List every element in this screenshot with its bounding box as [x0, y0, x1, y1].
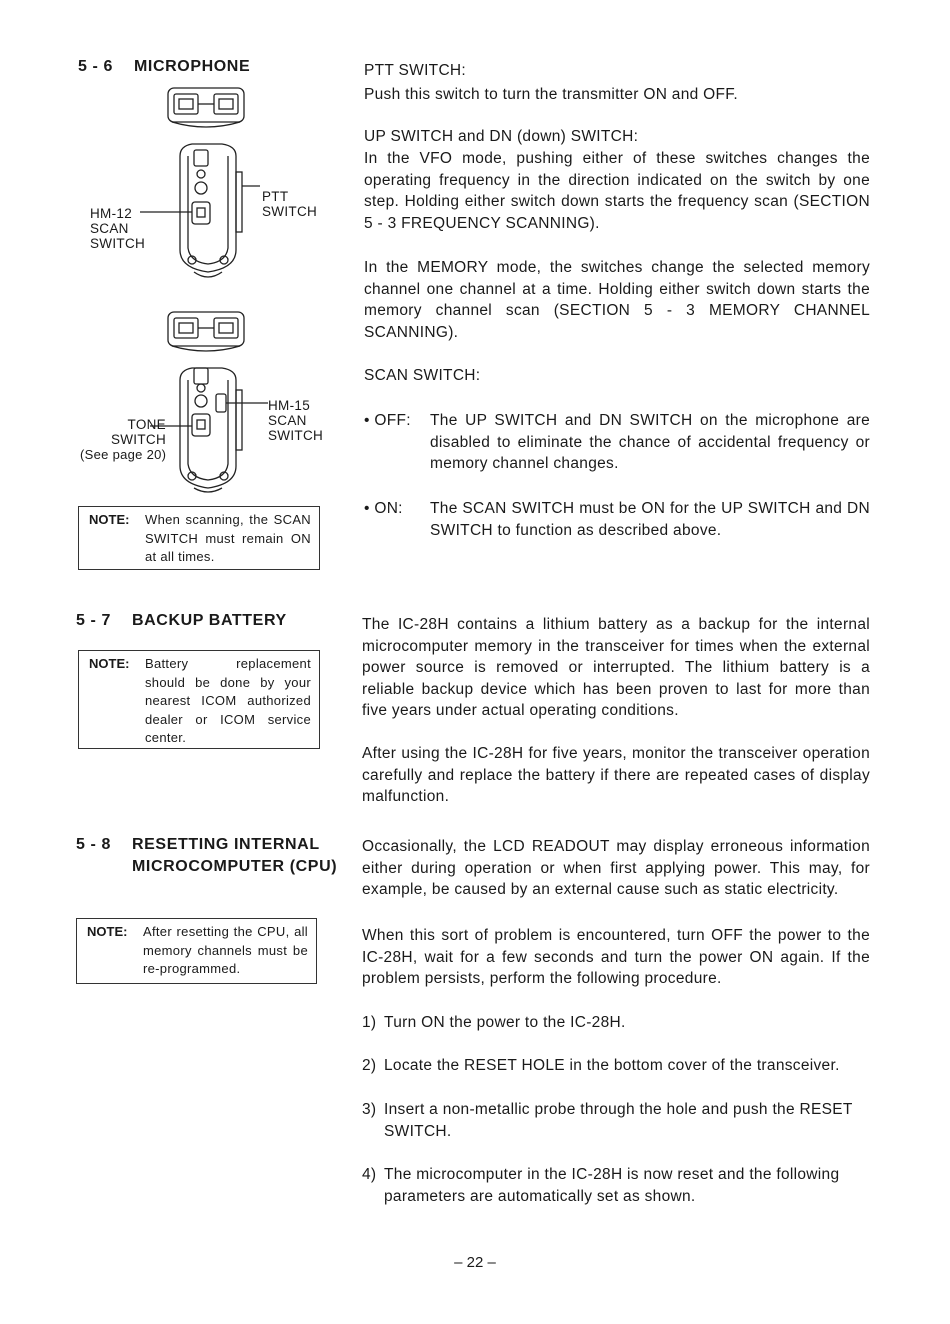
section-title-line1: RESETTING INTERNAL: [132, 836, 320, 853]
label-line: SWITCH: [268, 428, 324, 443]
section-number: 5 - 8: [76, 836, 112, 853]
note-label: NOTE:: [89, 656, 130, 671]
scan-off-item: [364, 410, 870, 475]
reset-step-3: [362, 1099, 870, 1142]
updn-switch-heading: UP SWITCH and DN (down) SWITCH:: [364, 128, 639, 145]
hm12-microphone-drawing: [80, 82, 340, 282]
step-number: 1): [362, 1014, 377, 1031]
note-box-reset: [76, 918, 317, 984]
ptt-switch-heading: PTT SWITCH:: [364, 62, 467, 79]
step-text: Insert a non-metallic probe through the hole and push the RESET SWITCH.: [384, 1101, 853, 1140]
hm12-scan-switch-label: [90, 206, 145, 251]
step-number: 3): [362, 1101, 377, 1118]
label-line: SWITCH: [90, 236, 146, 251]
step-number: 2): [362, 1057, 377, 1074]
reset-step-1: [362, 1012, 870, 1034]
step-text: Turn ON the power to the IC-28H.: [384, 1014, 626, 1031]
page-number: – 22 –: [454, 1254, 496, 1271]
note-text: When scanning, the SCAN SWITCH must remain ON at all times.: [145, 512, 311, 564]
section-number: 5 - 6: [78, 58, 114, 75]
section-title: MICROPHONE: [134, 58, 251, 75]
step-number: 4): [362, 1166, 377, 1183]
reset-paragraph-2: When this sort of problem is encountered, turn OFF the power to the IC-28H, wait for a few seconds and turn the power ON again. If the problem persists, perform the following procedure.: [362, 927, 870, 987]
note-text: After resetting the CPU, all memory channels must be re-programmed.: [143, 924, 308, 976]
note-label: NOTE:: [89, 512, 130, 527]
label-line: TONE: [127, 417, 166, 432]
label-line: (See page 20): [80, 447, 167, 462]
section-5-6-heading: [78, 58, 338, 76]
off-label: • OFF:: [364, 412, 411, 429]
section-5-8-heading: [76, 834, 356, 878]
updn-switch-text-memory: In the MEMORY mode, the switches change the selected memory channel one channel at a time. Holding either switch down starts the memory channel scan (SECTION 5 - 3 MEMORY CHANNEL SCANNING).: [364, 259, 870, 341]
battery-paragraph-1: The IC-28H contains a lithium battery as a backup for the internal microcomputer memory in the transceiver for times when the external power source is removed or interrupted. The lithium battery is a reliable backup device which has been proven to last for more than five years under actual operating conditions.: [362, 616, 870, 719]
note-box-scanning: [78, 506, 320, 570]
ptt-switch-label: [262, 189, 317, 219]
step-text: The microcomputer in the IC-28H is now reset and the following parameters are automatically set as shown.: [384, 1166, 840, 1205]
label-line: SCAN: [90, 221, 129, 236]
reset-step-2: [362, 1055, 870, 1077]
label-line: SWITCH: [110, 432, 166, 447]
section-5-7-heading: [76, 612, 336, 630]
reset-paragraph-1: Occasionally, the LCD READOUT may display erroneous information either during operation or when first applying power. This may, for example, be caused by an external cause such as static electricity.: [362, 838, 870, 898]
section-title: BACKUP BATTERY: [132, 612, 287, 629]
note-text: Battery replacement should be done by your nearest ICOM authorized dealer or ICOM service center.: [145, 656, 311, 745]
hm15-scan-switch-label: [268, 398, 323, 443]
section-number: 5 - 7: [76, 612, 112, 629]
note-label: NOTE:: [87, 924, 128, 939]
reset-step-4: [362, 1164, 870, 1207]
scan-on-item: [364, 498, 870, 541]
on-label: • ON:: [364, 500, 403, 517]
label-line: PTT: [262, 189, 289, 204]
battery-paragraph-2: After using the IC-28H for five years, monitor the transceiver operation carefully and replace the battery if there are repeated cases of display malfunction.: [362, 745, 870, 805]
microphone-figure-hm12: [80, 82, 340, 282]
updn-switch-text-vfo: In the VFO mode, pushing either of these switches changes the operating frequency in the direction indicated on the switch by one step. Holding either switch down starts the frequency scan (SECTION 5 - 3 FREQUENCY SCANNING).: [364, 150, 870, 232]
label-line: SWITCH: [262, 204, 318, 219]
label-line: SCAN: [268, 413, 307, 428]
label-line: HM-15: [268, 398, 311, 413]
note-box-battery: [78, 650, 320, 749]
on-text: The SCAN SWITCH must be ON for the UP SWITCH and DN SWITCH to function as described above.: [430, 500, 870, 539]
tone-switch-label: [80, 417, 166, 462]
off-text: The UP SWITCH and DN SWITCH on the microphone are disabled to eliminate the chance of accidental frequency or memory channel changes.: [430, 412, 870, 472]
label-line: HM-12: [90, 206, 133, 221]
step-text: Locate the RESET HOLE in the bottom cover of the transceiver.: [384, 1057, 840, 1074]
scan-switch-heading: SCAN SWITCH:: [364, 367, 481, 384]
ptt-switch-text: Push this switch to turn the transmitter ON and OFF.: [364, 86, 738, 103]
section-title-line2: MICROCOMPUTER (CPU): [132, 858, 338, 875]
